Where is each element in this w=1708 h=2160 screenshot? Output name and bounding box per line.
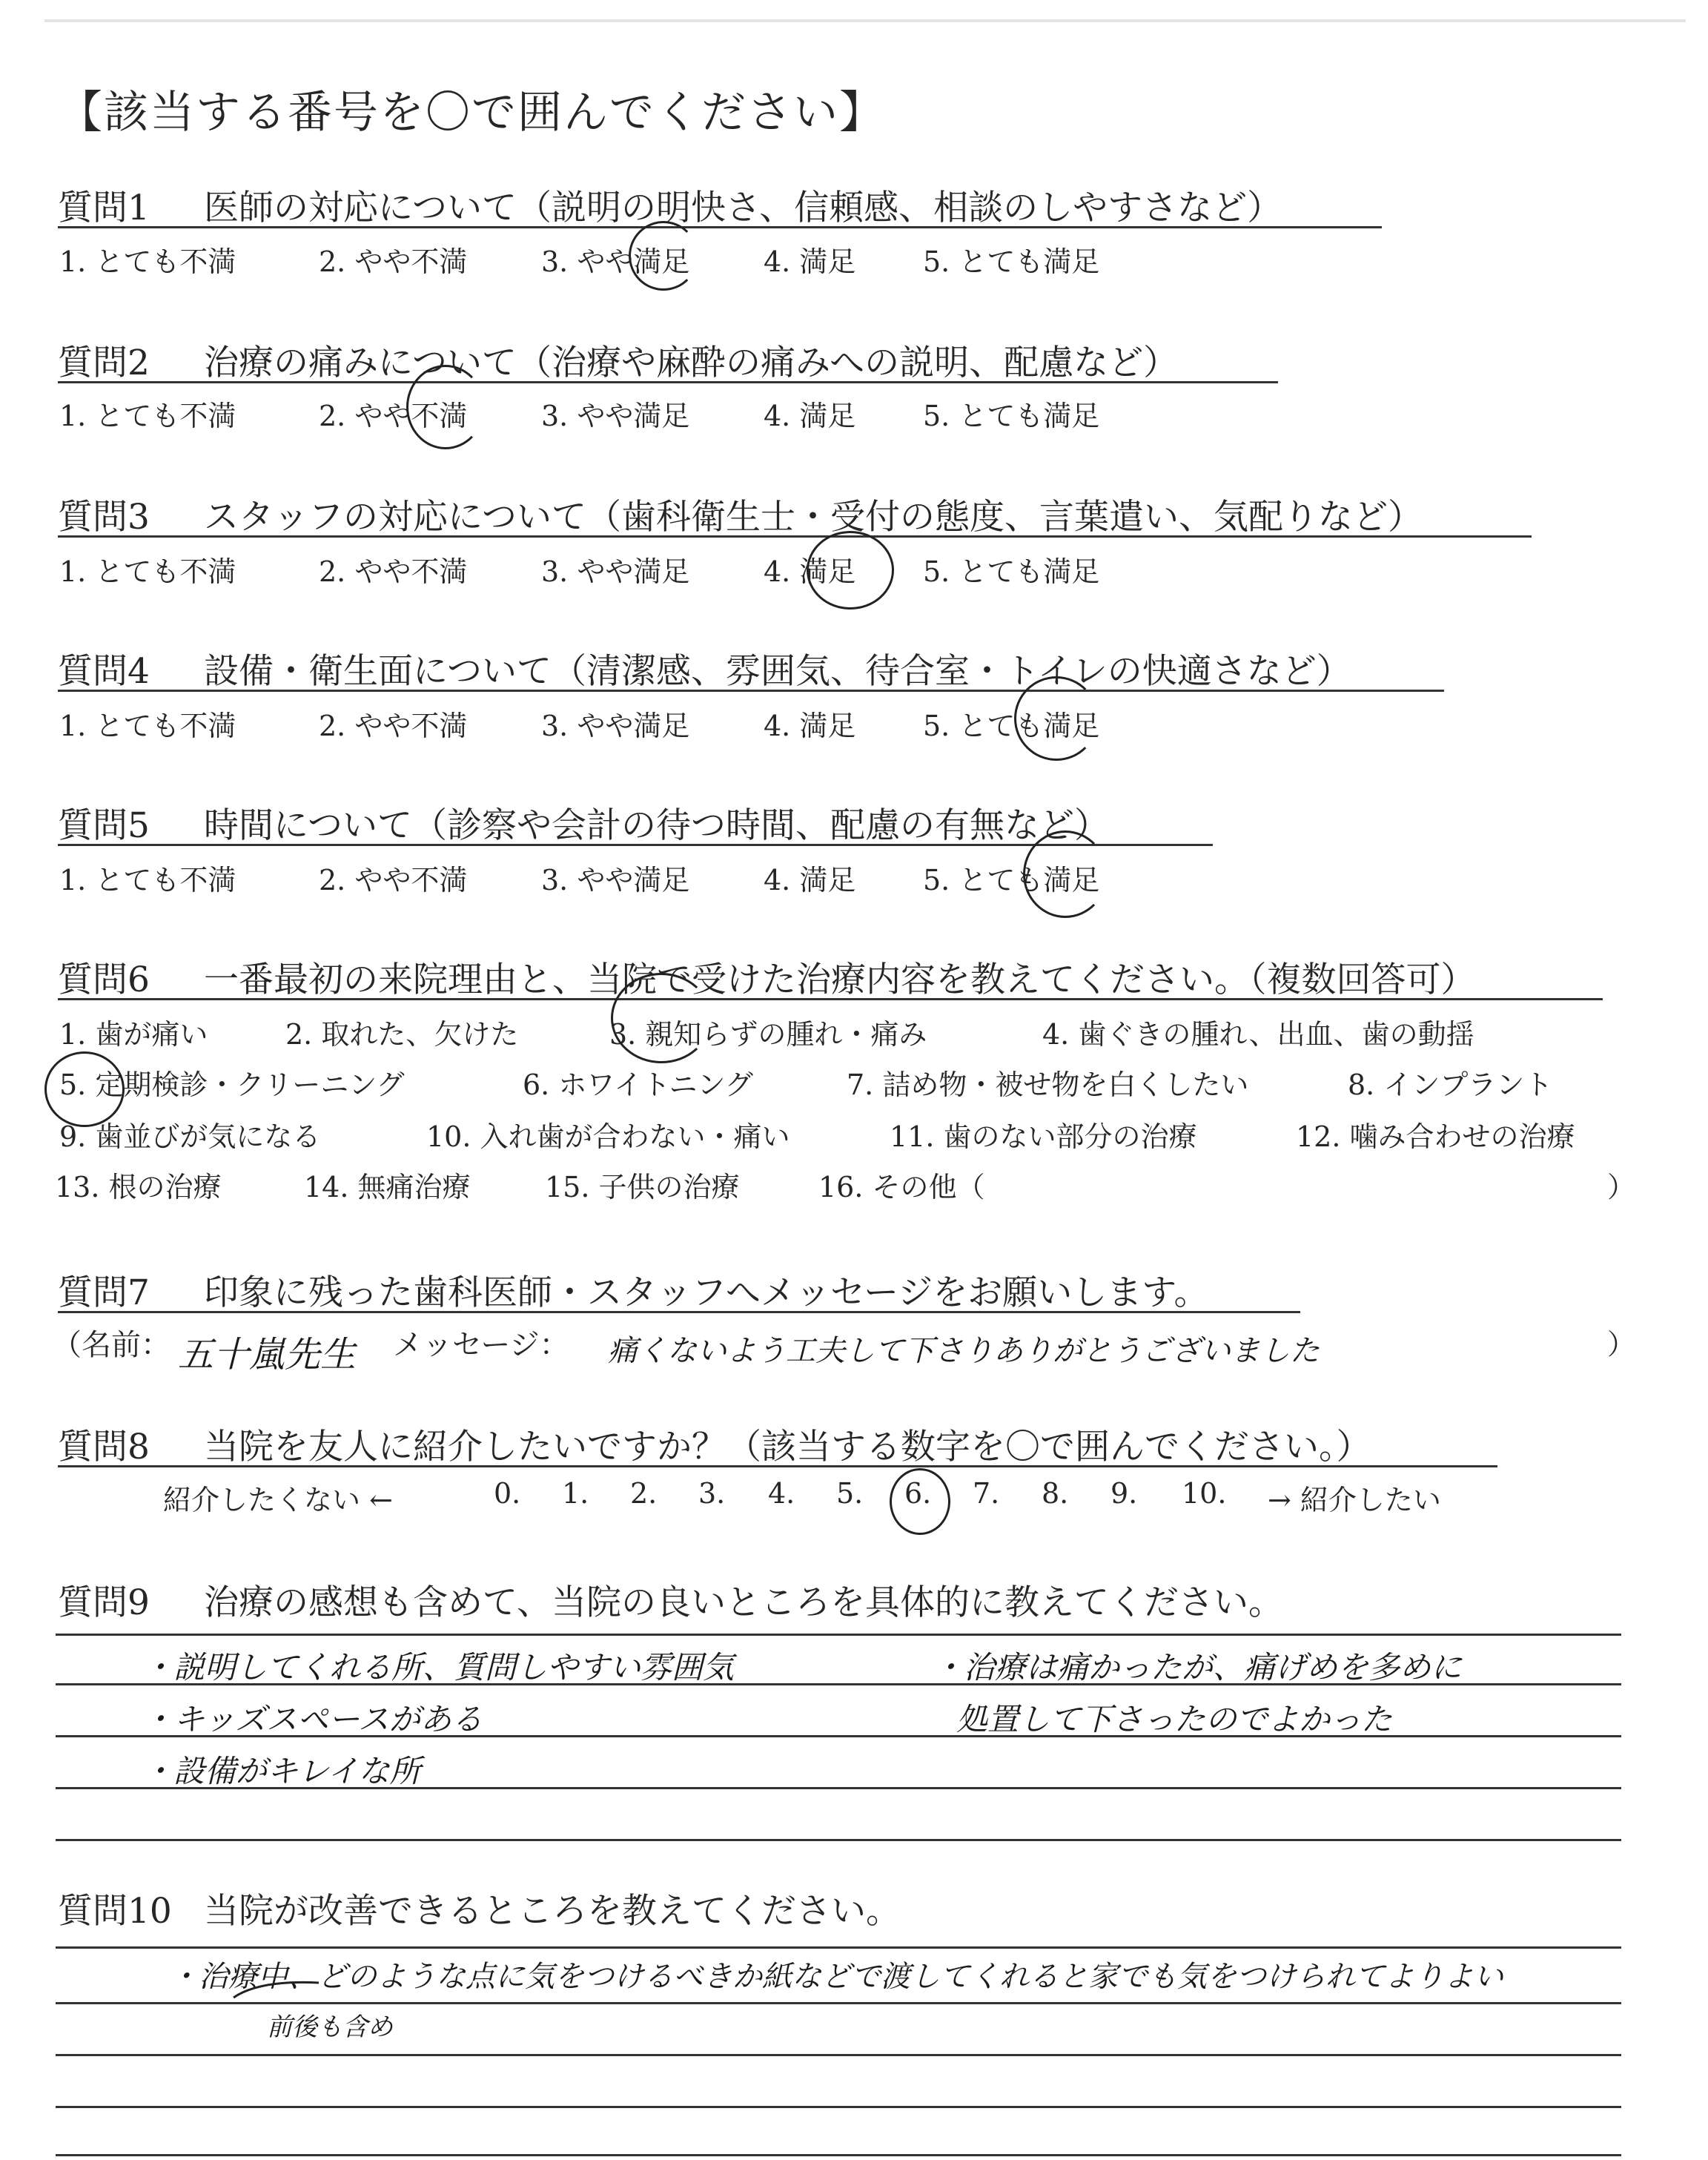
other-close-paren: ）: [1607, 1171, 1636, 1203]
scale-option-3[interactable]: 3.: [698, 1477, 726, 1510]
ruled-line: [56, 2154, 1621, 2156]
question-text: スタッフの対応について（歯科衛生士・受付の態度、言葉遣い、気配りなど）: [204, 497, 1423, 538]
option-3[interactable]: 3. 親知らずの腫れ・痛み: [609, 1018, 927, 1051]
option-5[interactable]: 5. とても満足: [923, 400, 1100, 432]
option-5[interactable]: 5. とても満足: [923, 245, 1100, 278]
scale-option-6[interactable]: 6.: [904, 1477, 932, 1510]
question-underline: [58, 535, 1532, 538]
selection-circle: [1023, 830, 1108, 918]
question-underline: [58, 226, 1382, 228]
option-5[interactable]: 5. とても満足: [923, 710, 1100, 742]
scale-option-10[interactable]: 10.: [1182, 1477, 1227, 1510]
option-4[interactable]: 4. 満足: [764, 400, 856, 432]
answer-line: ・設備がキレイな所: [142, 1753, 421, 1789]
scale-right-label: → 紹介したい: [1268, 1484, 1441, 1516]
question-text: 治療の痛みについて（治療や麻酔の痛みへの説明、配慮など）: [204, 343, 1179, 383]
question-label: 質問10: [58, 1891, 172, 1932]
question-label: 質問4: [58, 651, 150, 692]
scale-option-9[interactable]: 9.: [1110, 1477, 1138, 1510]
name-label: （名前：: [52, 1328, 171, 1362]
question-underline: [58, 998, 1603, 1000]
question-label: 質問2: [58, 343, 150, 383]
question-text: 一番最初の来院理由と、当院で受けた治療内容を教えてください。（複数回答可）: [204, 960, 1476, 1000]
option-4[interactable]: 4. 歯ぐきの腫れ、出血、歯の動揺: [1042, 1018, 1474, 1051]
question-text: 時間について（診察や会計の待つ時間、配慮の有無など）: [204, 805, 1110, 846]
option-4[interactable]: 4. 満足: [764, 864, 856, 896]
option-5[interactable]: 5. 定期検診・クリーニング: [59, 1069, 405, 1101]
option-2[interactable]: 2. やや不満: [319, 400, 468, 432]
option-2[interactable]: 2. やや不満: [319, 555, 468, 588]
option-3[interactable]: 3. やや満足: [541, 400, 690, 432]
question-text: 設備・衛生面について（清潔感、雰囲気、待合室・トイレの快適さなど）: [204, 651, 1351, 692]
option-2[interactable]: 2. やや不満: [319, 710, 468, 742]
ruled-line: [56, 2054, 1621, 2056]
option-2[interactable]: 2. やや不満: [319, 245, 468, 278]
message-close-paren: ）: [1607, 1328, 1636, 1361]
selection-circle: [807, 531, 894, 610]
message-label: メッセージ：: [393, 1328, 569, 1362]
answer-line: 処置して下さったのでよかった: [956, 1701, 1393, 1737]
question-label: 質問3: [58, 497, 150, 538]
question-underline: [58, 381, 1278, 383]
ruled-line: [56, 1839, 1621, 1841]
scale-option-2[interactable]: 2.: [630, 1477, 658, 1510]
question-text: 当院を友人に紹介したいですか？（該当する数字を〇で囲んでください。）: [204, 1427, 1371, 1467]
option-1[interactable]: 1. とても不満: [59, 245, 236, 278]
question-label: 質問9: [58, 1582, 150, 1623]
option-4[interactable]: 4. 満足: [764, 555, 856, 588]
answer-line: ・治療中、どのような点に気をつけるべきか紙などで渡してくれると家でも気をつけられてよりよい: [169, 1960, 1503, 1994]
option-3[interactable]: 3. やや満足: [541, 555, 690, 588]
selection-circle: [611, 973, 712, 1063]
question-underline: [58, 690, 1444, 692]
answer-line: ・治療は痛かったが、痛げめを多めに: [933, 1649, 1463, 1685]
selection-circle: [44, 1051, 125, 1127]
insertion-mark: [230, 1975, 334, 2005]
question-label: 質問5: [58, 805, 150, 846]
name-value: 五十嵐先生: [178, 1334, 357, 1375]
option-14[interactable]: 14. 無痛治療: [304, 1171, 471, 1203]
question-label: 質問8: [58, 1427, 150, 1467]
option-2[interactable]: 2. 取れた、欠けた: [285, 1018, 519, 1051]
question-label: 質問6: [58, 960, 150, 1000]
answer-line: ・説明してくれる所、質問しやすい雰囲気: [142, 1649, 735, 1685]
scan-top-edge: [44, 19, 1686, 22]
option-10[interactable]: 10. 入れ歯が合わない・痛い: [426, 1120, 790, 1153]
question-text: 医師の対応について（説明の明快さ、信頼感、相談のしやすさなど）: [204, 188, 1282, 228]
option-12[interactable]: 12. 噛み合わせの治療: [1296, 1120, 1575, 1153]
message-value: 痛くないよう工夫して下さりありがとうございました: [608, 1334, 1320, 1368]
scale-option-1[interactable]: 1.: [562, 1477, 589, 1510]
option-3[interactable]: 3. やや満足: [541, 710, 690, 742]
selection-circle: [890, 1468, 950, 1535]
question-label: 質問1: [58, 188, 150, 228]
option-5[interactable]: 5. とても満足: [923, 864, 1100, 896]
selection-circle: [629, 221, 698, 291]
option-1[interactable]: 1. とても不満: [59, 555, 236, 588]
insertion-text: 前後も含め: [267, 2012, 393, 2042]
option-1[interactable]: 1. とても不満: [59, 400, 236, 432]
question-text: 当院が改善できるところを教えてください。: [204, 1891, 901, 1932]
option-1[interactable]: 1. 歯が痛い: [59, 1018, 208, 1051]
selection-circle: [1014, 676, 1099, 761]
question-underline: [58, 1311, 1300, 1313]
option-3[interactable]: 3. やや満足: [541, 245, 690, 278]
question-text: 治療の感想も含めて、当院の良いところを具体的に教えてください。: [204, 1582, 1284, 1623]
option-2[interactable]: 2. やや不満: [319, 864, 468, 896]
option-1[interactable]: 1. とても不満: [59, 710, 236, 742]
scale-option-5[interactable]: 5.: [836, 1477, 864, 1510]
scale-option-4[interactable]: 4.: [768, 1477, 795, 1510]
option-7[interactable]: 7. 詰め物・被せ物を白くしたい: [847, 1069, 1249, 1101]
page-title: 【該当する番号を〇で囲んでください】: [58, 87, 885, 139]
option-8[interactable]: 8. インプラント: [1348, 1069, 1553, 1101]
option-6[interactable]: 6. ホワイトニング: [523, 1069, 753, 1101]
option-3[interactable]: 3. やや満足: [541, 864, 690, 896]
option-4[interactable]: 4. 満足: [764, 710, 856, 742]
option-5[interactable]: 5. とても満足: [923, 555, 1100, 588]
option-15[interactable]: 15. 子供の治療: [545, 1171, 740, 1203]
option-1[interactable]: 1. とても不満: [59, 864, 236, 896]
question-underline: [58, 1465, 1497, 1467]
option-13[interactable]: 13. 根の治療: [55, 1171, 222, 1203]
answer-line: ・キッズスペースがある: [142, 1701, 483, 1737]
scale-left-label: 紹介したくない ←: [163, 1484, 393, 1516]
option-11[interactable]: 11. 歯のない部分の治療: [890, 1120, 1197, 1153]
ruled-line: [56, 1634, 1621, 1636]
scale-option-0[interactable]: 0.: [494, 1477, 521, 1510]
ruled-line: [56, 1946, 1621, 1949]
question-label: 質問7: [58, 1272, 150, 1313]
option-16[interactable]: 16. その他（: [818, 1171, 985, 1203]
option-9[interactable]: 9. 歯並びが気になる: [59, 1120, 321, 1153]
scale-option-7[interactable]: 7.: [973, 1477, 1000, 1510]
scale-option-8[interactable]: 8.: [1042, 1477, 1069, 1510]
ruled-line: [56, 2106, 1621, 2108]
selection-circle: [406, 365, 485, 449]
question-text: 印象に残った歯科医師・スタッフへメッセージをお願いします。: [204, 1272, 1209, 1313]
option-4[interactable]: 4. 満足: [764, 245, 856, 278]
